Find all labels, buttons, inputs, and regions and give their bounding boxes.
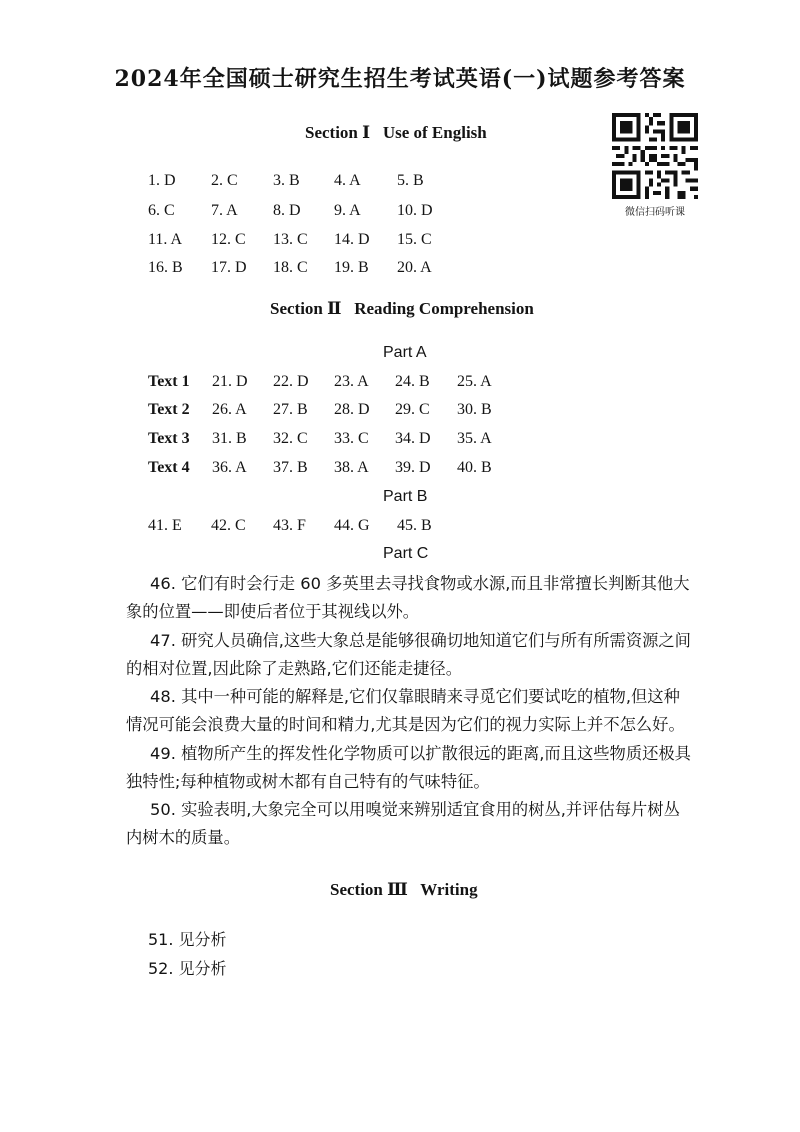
qr-caption: 微信扫码听课 [625, 207, 685, 218]
answer-item: 15. C [397, 231, 432, 248]
page-title: 2024年全国硕士研究生招生考试英语(一)试题参考答案 [114, 66, 686, 92]
answer-item: 2. C [211, 172, 238, 189]
answer-item: 35. A [457, 430, 492, 447]
answer-item: 1. D [148, 172, 176, 189]
translation-paragraph [126, 683, 727, 739]
answer-item: 44. G [334, 517, 370, 534]
answer-item: 51. 见分析 [148, 930, 227, 949]
answer-item: 4. A [334, 172, 361, 189]
answer-item: 41. E [148, 517, 182, 534]
part-c-label: Part C [383, 545, 429, 562]
translation-paragraph [126, 627, 727, 683]
part-b-label: Part B [383, 488, 428, 505]
translation-paragraph [126, 740, 727, 796]
section2-heading: Section Ⅱ Reading Comprehension [270, 299, 534, 318]
answer-item: 21. D [212, 373, 248, 390]
section3-heading: Section Ⅲ Writing [330, 880, 478, 899]
answer-item: 38. A [334, 459, 369, 476]
text-label: Text 3 [148, 430, 190, 447]
answer-item: 5. B [397, 172, 424, 189]
text-label: Text 2 [148, 401, 190, 418]
answer-item: 23. A [334, 373, 369, 390]
answer-item: 13. C [273, 231, 308, 248]
answer-item: 37. B [273, 459, 308, 476]
answer-item: 42. C [211, 517, 246, 534]
answer-item: 10. D [397, 202, 433, 219]
part-a-label: Part A [383, 344, 427, 361]
answer-item: 27. B [273, 401, 308, 418]
answer-item: 31. B [212, 430, 247, 447]
answer-item: 36. A [212, 459, 247, 476]
translation-paragraph [126, 570, 727, 626]
section1-heading: Section Ⅰ Use of English [305, 123, 487, 142]
answer-item: 34. D [395, 430, 431, 447]
answer-item: 43. F [273, 517, 306, 534]
paragraph-line: 独特性;每种植物或树木都有自己特有的气味特征。 [126, 772, 490, 791]
paragraph-line: 的相对位置,因此除了走熟路,它们还能走捷径。 [126, 659, 462, 678]
answer-item: 33. C [334, 430, 369, 447]
paragraph-line: 46. 它们有时会行走 60 多英里去寻找食物或水源,而且非常擅长判断其他大 [150, 574, 690, 593]
answer-item: 39. D [395, 459, 431, 476]
answer-item: 20. A [397, 259, 432, 276]
paragraph-line: 49. 植物所产生的挥发性化学物质可以扩散很远的距离,而且这些物质还极具 [150, 744, 691, 763]
answer-item: 11. A [148, 231, 183, 248]
answer-item: 24. B [395, 373, 430, 390]
answer-item: 16. B [148, 259, 183, 276]
text-label: Text 4 [148, 459, 190, 476]
translation-paragraph [126, 796, 727, 852]
answer-item: 7. A [211, 202, 238, 219]
answer-item: 9. A [334, 202, 361, 219]
answer-item: 14. D [334, 231, 370, 248]
answer-item: 22. D [273, 373, 309, 390]
answer-item: 6. C [148, 202, 175, 219]
answer-item: 8. D [273, 202, 301, 219]
answer-item: 29. C [395, 401, 430, 418]
answer-item: 25. A [457, 373, 492, 390]
answer-item: 28. D [334, 401, 370, 418]
answer-item: 32. C [273, 430, 308, 447]
text-label: Text 1 [148, 373, 190, 390]
qr-code[interactable] [612, 113, 698, 199]
paragraph-line: 情况可能会浪费大量的时间和精力,尤其是因为它们的视力实际上并不怎么好。 [126, 715, 685, 734]
answer-item: 12. C [211, 231, 246, 248]
answer-item: 19. B [334, 259, 369, 276]
paragraph-line: 48. 其中一种可能的解释是,它们仅靠眼睛来寻觅它们要试吃的植物,但这种 [150, 687, 680, 706]
paragraph-line: 内树木的质量。 [126, 828, 240, 847]
answer-item: 3. B [273, 172, 300, 189]
paragraph-line: 象的位置——即使后者位于其视线以外。 [126, 602, 420, 621]
answer-item: 30. B [457, 401, 492, 418]
answer-item: 40. B [457, 459, 492, 476]
answer-item: 17. D [211, 259, 247, 276]
answer-item: 26. A [212, 401, 247, 418]
answer-item: 18. C [273, 259, 308, 276]
paragraph-line: 50. 实验表明,大象完全可以用嗅觉来辨别适宜食用的树丛,并评估每片树丛 [150, 800, 680, 819]
answer-item: 45. B [397, 517, 432, 534]
answer-item: 52. 见分析 [148, 959, 227, 978]
paragraph-line: 47. 研究人员确信,这些大象总是能够很确切地知道它们与所有所需资源之间 [150, 631, 691, 650]
